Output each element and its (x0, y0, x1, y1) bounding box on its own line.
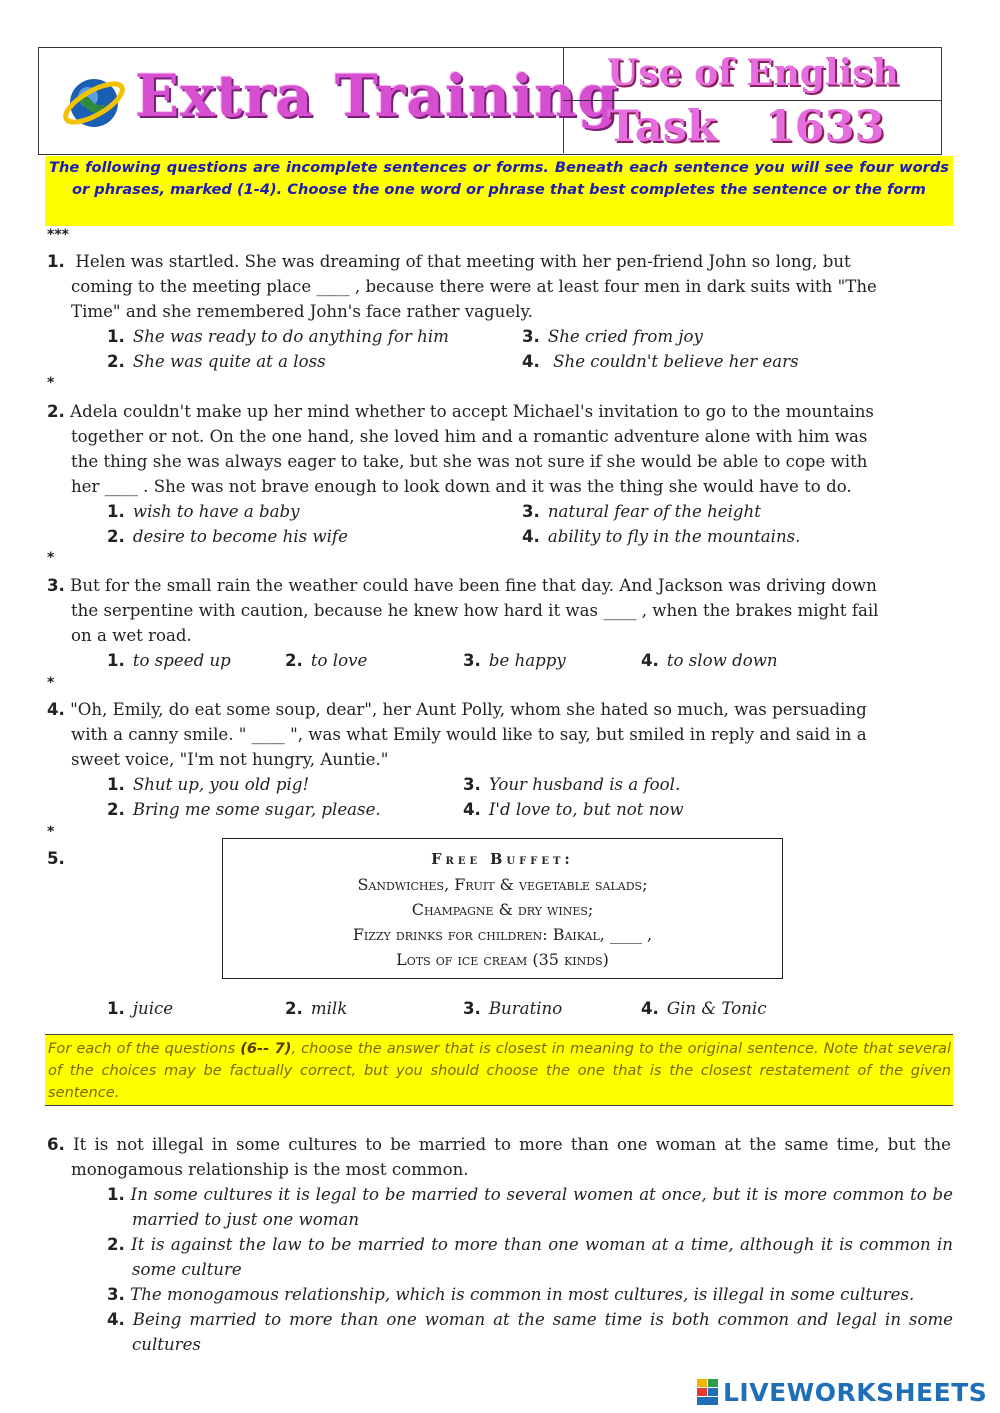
option[interactable]: 2. to love (285, 651, 368, 670)
question-6 (47, 1132, 951, 1182)
instructions-text: , choose the answer that is closest in meaning to the original sentence. Note that several of the choices may be factually correct, but you should choose the one that is the closest restatement of the given sentence. (48, 1040, 951, 1101)
option[interactable]: 3. Buratino (463, 999, 563, 1018)
option[interactable]: 2. Bring me some sugar, please. (107, 800, 381, 819)
option[interactable]: 4. ability to fly in the mountains. (522, 527, 801, 546)
question-line: on a wet road. (71, 626, 192, 645)
option[interactable]: 4. to slow down (641, 651, 778, 670)
separator: * (47, 550, 55, 566)
question-number: 1. (47, 252, 65, 271)
section-title: Use of English (607, 52, 899, 94)
separator: *** (47, 227, 69, 243)
option[interactable]: 1. In some cultures it is legal to be married to several women at once, but it is more common to be married to just one woman (107, 1185, 953, 1229)
question-number: 2. (47, 402, 65, 421)
question-number: 5. (47, 849, 65, 868)
question-text: It is not illegal in some cultures to be married to more than one woman at the same time, but the monogamous relationship is the most common. (71, 1135, 951, 1179)
instructions-box-2 (45, 1034, 953, 1106)
question-line: Time" and she remembered John's face rather vaguely. (71, 302, 533, 321)
question-line: "Oh, Emily, do eat some soup, dear", her Aunt Polly, whom she hated so much, was persuading (70, 700, 867, 719)
option[interactable]: 1. She was ready to do anything for him (107, 327, 449, 346)
menu-line: Champagne & dry wines; (411, 900, 594, 919)
question-4 (47, 697, 951, 722)
question-number: 6. (47, 1135, 65, 1154)
question-number: 3. (47, 576, 65, 595)
question-line: sweet voice, "I'm not hungry, Auntie." (71, 750, 389, 769)
header (38, 47, 942, 155)
instructions-text: For each of the questions (48, 1040, 241, 1057)
question-range: (6-- 7) (240, 1040, 292, 1057)
question-line: with a canny smile. " ____ ", was what Emily would like to say, but smiled in reply and said in a (71, 725, 867, 744)
separator: * (47, 675, 55, 691)
question-line: But for the small rain the weather could have been fine that day. And Jackson was driving down (70, 576, 877, 595)
question-number: 4. (47, 700, 65, 719)
question-line: the serpentine with caution, because he knew how hard it was ____ , when the brakes might fail (71, 601, 879, 620)
option[interactable]: 3. natural fear of the height (522, 502, 761, 521)
option[interactable]: 3. She cried from joy (522, 327, 703, 346)
separator: * (47, 824, 55, 840)
option[interactable]: 1. to speed up (107, 651, 231, 670)
question-line: coming to the meeting place ____ , because there were at least four men in dark suits with "The (71, 277, 877, 296)
option[interactable]: 4. Gin & Tonic (641, 999, 767, 1018)
menu-title: Free Buffet: (431, 851, 574, 868)
option[interactable]: 3. Your husband is a fool. (463, 775, 681, 794)
question-line: her ____ . She was not brave enough to look down and it was the thing she would have to do. (71, 477, 852, 496)
logo-text: LIVEWORKSHEETS (723, 1378, 988, 1407)
menu-line: Fizzy drinks for children: Baikal, ____ , (352, 925, 653, 944)
option[interactable]: 1. Shut up, you old pig! (107, 775, 310, 794)
brand-cell (39, 48, 619, 153)
buffet-menu (222, 838, 783, 979)
question-line: together or not. On the one hand, she loved him and a romantic adventure alone with him was (71, 427, 868, 446)
liveworksheets-logo[interactable] (697, 1378, 997, 1408)
question-1 (47, 249, 951, 274)
globe-icon (61, 70, 127, 136)
option[interactable]: 3. be happy (463, 651, 566, 670)
instructions-text: The following questions are incomplete sentences or forms. Beneath each sentence you will see four words or phrases, marked (1-4). Choose the one word or phrase that best completes the sentence or the form (49, 159, 949, 198)
option[interactable]: 1. wish to have a baby (107, 502, 300, 521)
option[interactable]: 4. Being married to more than one woman at the same time is both common and legal in some cultures (107, 1310, 953, 1354)
option[interactable]: 4. She couldn't believe her ears (522, 352, 799, 371)
option[interactable]: 2. milk (285, 999, 348, 1018)
option[interactable]: 1. juice (107, 999, 174, 1018)
option[interactable]: 2. It is against the law to be married to more than one woman at a time, although it is common in some culture (107, 1235, 953, 1279)
logo-icon (697, 1379, 719, 1407)
task-title (607, 102, 884, 152)
task-cell (563, 100, 941, 153)
task-label: Task (607, 102, 717, 152)
option[interactable]: 4. I'd love to, but not now (463, 800, 684, 819)
question-2 (47, 399, 951, 424)
option[interactable]: 2. She was quite at a loss (107, 352, 326, 371)
option[interactable]: 3. The monogamous relationship, which is common in most cultures, is illegal in some cultures. (107, 1285, 915, 1304)
menu-line: Sandwiches, Fruit & vegetable salads; (357, 875, 648, 894)
separator: * (47, 375, 55, 391)
option[interactable]: 2. desire to become his wife (107, 527, 348, 546)
question-line: the thing she was always eager to take, but she was not sure if she would be able to cope with (71, 452, 868, 471)
question-line: Adela couldn't make up her mind whether to accept Michael's invitation to go to the mountains (70, 402, 874, 421)
question-line: Helen was startled. She was dreaming of that meeting with her pen-friend John so long, but (75, 252, 851, 271)
task-number: 1633 (764, 102, 885, 152)
brand-title: Extra Training (135, 62, 619, 130)
menu-line: Lots of ice cream (35 kinds) (396, 950, 609, 969)
section-cell (563, 48, 941, 101)
instructions-box (45, 156, 953, 226)
question-3 (47, 573, 951, 598)
